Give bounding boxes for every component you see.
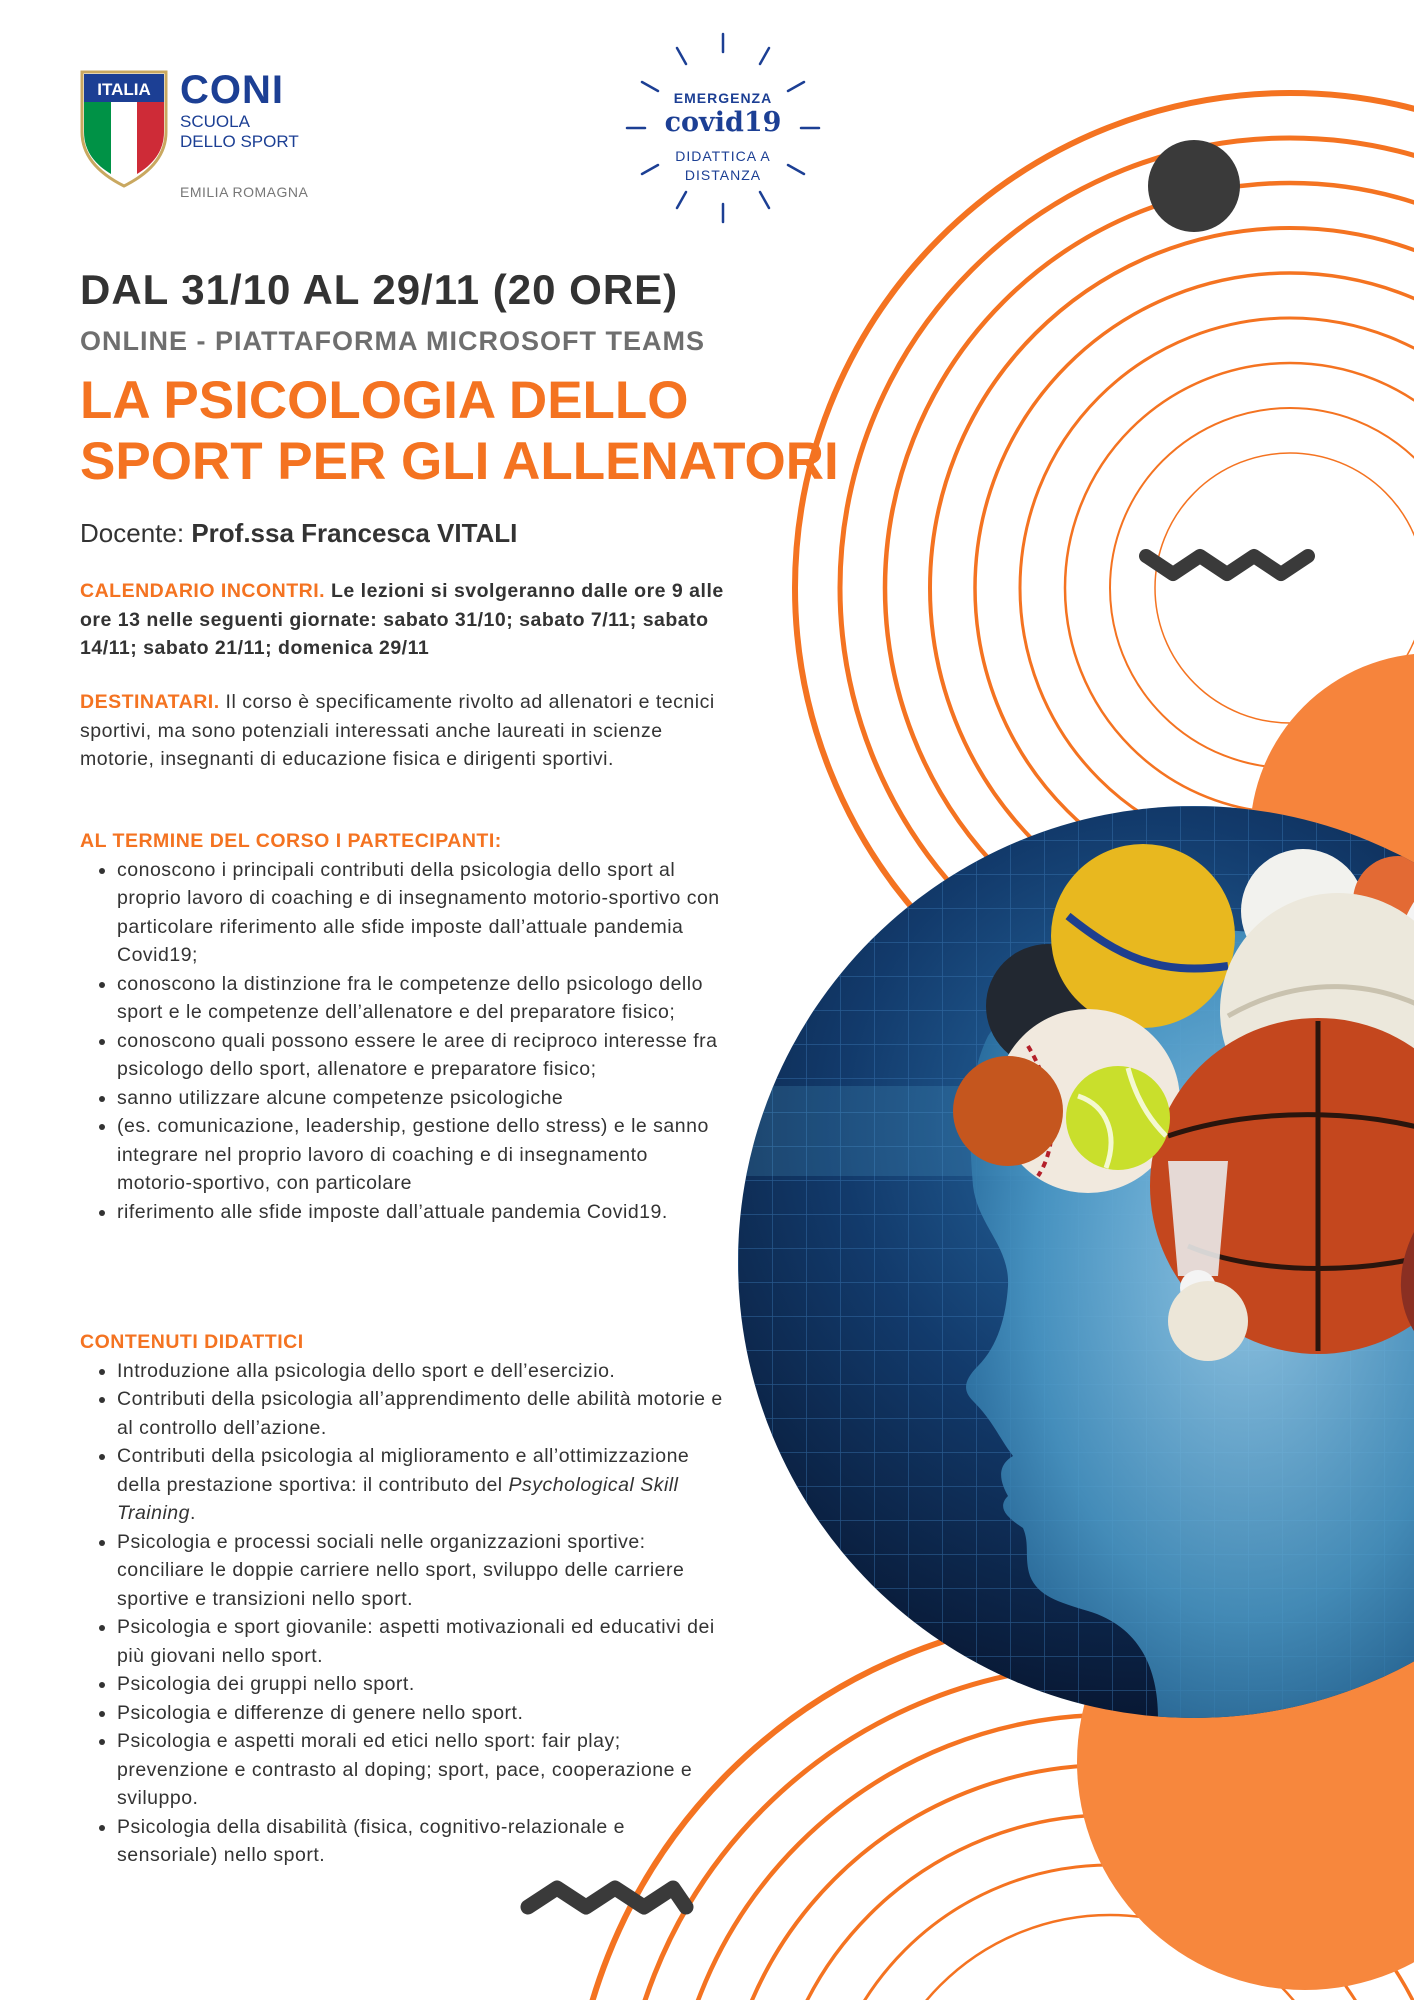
course-title-line1: LA PSICOLOGIA DELLO <box>80 371 689 430</box>
calendar-text: Le lezioni si svolgeranno dalle ore 9 alle ore 13 nelle seguenti giornate: sabato 31/10; sabato 7/11; sabato 14/11; sabato 21/11; domenica 29/11 <box>80 580 724 659</box>
list-item: • conoscono i principali contributi della psicologia dello sport al proprio lavoro di coaching e di insegnamento motorio-sportivo con particolare riferimento alle sfide imposte dall’attuale pandemia Covid19; <box>117 856 725 970</box>
teacher-line <box>80 518 517 549</box>
badge-line-emergenza: EMERGENZA <box>673 90 773 106</box>
teacher-name: Prof.ssa Francesca VITALI <box>191 518 518 548</box>
italic-suffix: . <box>190 1502 196 1524</box>
audience-text: Il corso è specificamente rivolto ad allenatori e tecnici sportivi, ma sono potenziali interessati anche laureati in scienze motorie, insegnanti di educazione fisica e dirigenti sportivi. <box>80 691 715 770</box>
list-item: • Psicologia e aspetti morali ed etici nello sport: fair play; prevenzione e contrasto al doping; sport, pace, cooperazione e sviluppo. <box>117 1727 725 1813</box>
list-item <box>117 1442 725 1528</box>
coni-subtitle-line1: SCUOLA <box>180 112 250 131</box>
audience-label: DESTINATARI. <box>80 691 220 713</box>
coni-subtitle <box>180 112 340 152</box>
italia-shield-icon <box>80 70 168 188</box>
outcomes-heading: AL TERMINE DEL CORSO I PARTECIPANTI: <box>80 830 502 852</box>
list-item: • riferimento alle sfide imposte dall’attuale pandemia Covid19. <box>117 1198 725 1227</box>
list-item: • Psicologia e processi sociali nelle organizzazioni sportive: conciliare le doppie carriere nello sport, sviluppo delle carriere sportive e transizioni nello sport. <box>117 1528 725 1614</box>
contents-section <box>80 1328 725 1870</box>
zigzag-bottom <box>528 1888 686 1907</box>
list-item: • (es. comunicazione, leadership, gestione dello stress) e le sanno integrare nel proprio lavoro di coaching e di insegnamento motorio-sportivo, con particolare <box>117 1112 725 1198</box>
coni-title: CONI <box>180 68 284 112</box>
badge-line3: DIDATTICA A <box>675 148 771 164</box>
shield-badge-text: ITALIA <box>97 80 151 99</box>
course-title <box>80 370 980 492</box>
list-item: • Introduzione alla psicologia dello sport e dell’esercizio. <box>117 1357 725 1386</box>
badge-line-covid: covid19 <box>664 107 782 138</box>
outcomes-list <box>80 856 725 1227</box>
outcomes-section <box>80 827 725 1226</box>
coni-logo <box>80 68 340 208</box>
course-platform: ONLINE - PIATTAFORMA MICROSOFT TEAMS <box>80 326 705 356</box>
coni-region: EMILIA ROMAGNA <box>180 184 309 200</box>
course-title-line2: SPORT PER GLI ALLENATORI <box>80 432 839 491</box>
list-item: • Psicologia dei gruppi nello sport. <box>117 1670 725 1699</box>
coni-subtitle-line2: DELLO SPORT <box>180 132 299 151</box>
list-item: • sanno utilizzare alcune competenze psicologiche <box>117 1084 725 1113</box>
badge-line4: DISTANZA <box>684 167 762 183</box>
contents-heading: CONTENUTI DIDATTICI <box>80 1331 304 1353</box>
badge-line-didattica <box>625 147 821 185</box>
italic-term: Psychological Skill Training <box>117 1473 679 1524</box>
audience-section <box>80 688 720 774</box>
list-item: • conoscono la distinzione fra le competenze dello psicologo dello sport e le competenze dell’allenatore e del preparatore fisico; <box>117 970 725 1027</box>
calendar-section <box>80 577 725 663</box>
list-item-text: Contributi della psicologia al miglioramento e all’ottimizzazione della prestazione sportiva: il contributo del <box>117 1445 690 1496</box>
covid-emergency-badge <box>625 30 821 226</box>
list-item: • conoscono quali possono essere le aree di reciproco interesse fra psicologo dello sport, allenatore e preparatore fisico; <box>117 1027 725 1084</box>
calendar-label: CALENDARIO INCONTRI. <box>80 580 326 602</box>
list-item: • Psicologia e sport giovanile: aspetti motivazionali ed educativi dei più giovani nello sport. <box>117 1613 725 1670</box>
list-item: • Psicologia della disabilità (fisica, cognitivo-relazionale e sensoriale) nello sport. <box>117 1813 725 1870</box>
contents-list <box>80 1357 725 1870</box>
dark-dot <box>1148 140 1240 232</box>
course-dates: DAL 31/10 AL 29/11 (20 ORE) <box>80 266 679 313</box>
teacher-label: Docente: <box>80 518 185 548</box>
list-item: • Contributi della psicologia all’apprendimento delle abilità motorie e al controllo dell’azione. <box>117 1385 725 1442</box>
zigzag-top-right <box>1146 556 1308 574</box>
list-item: • Psicologia e differenze di genere nello sport. <box>117 1699 725 1728</box>
